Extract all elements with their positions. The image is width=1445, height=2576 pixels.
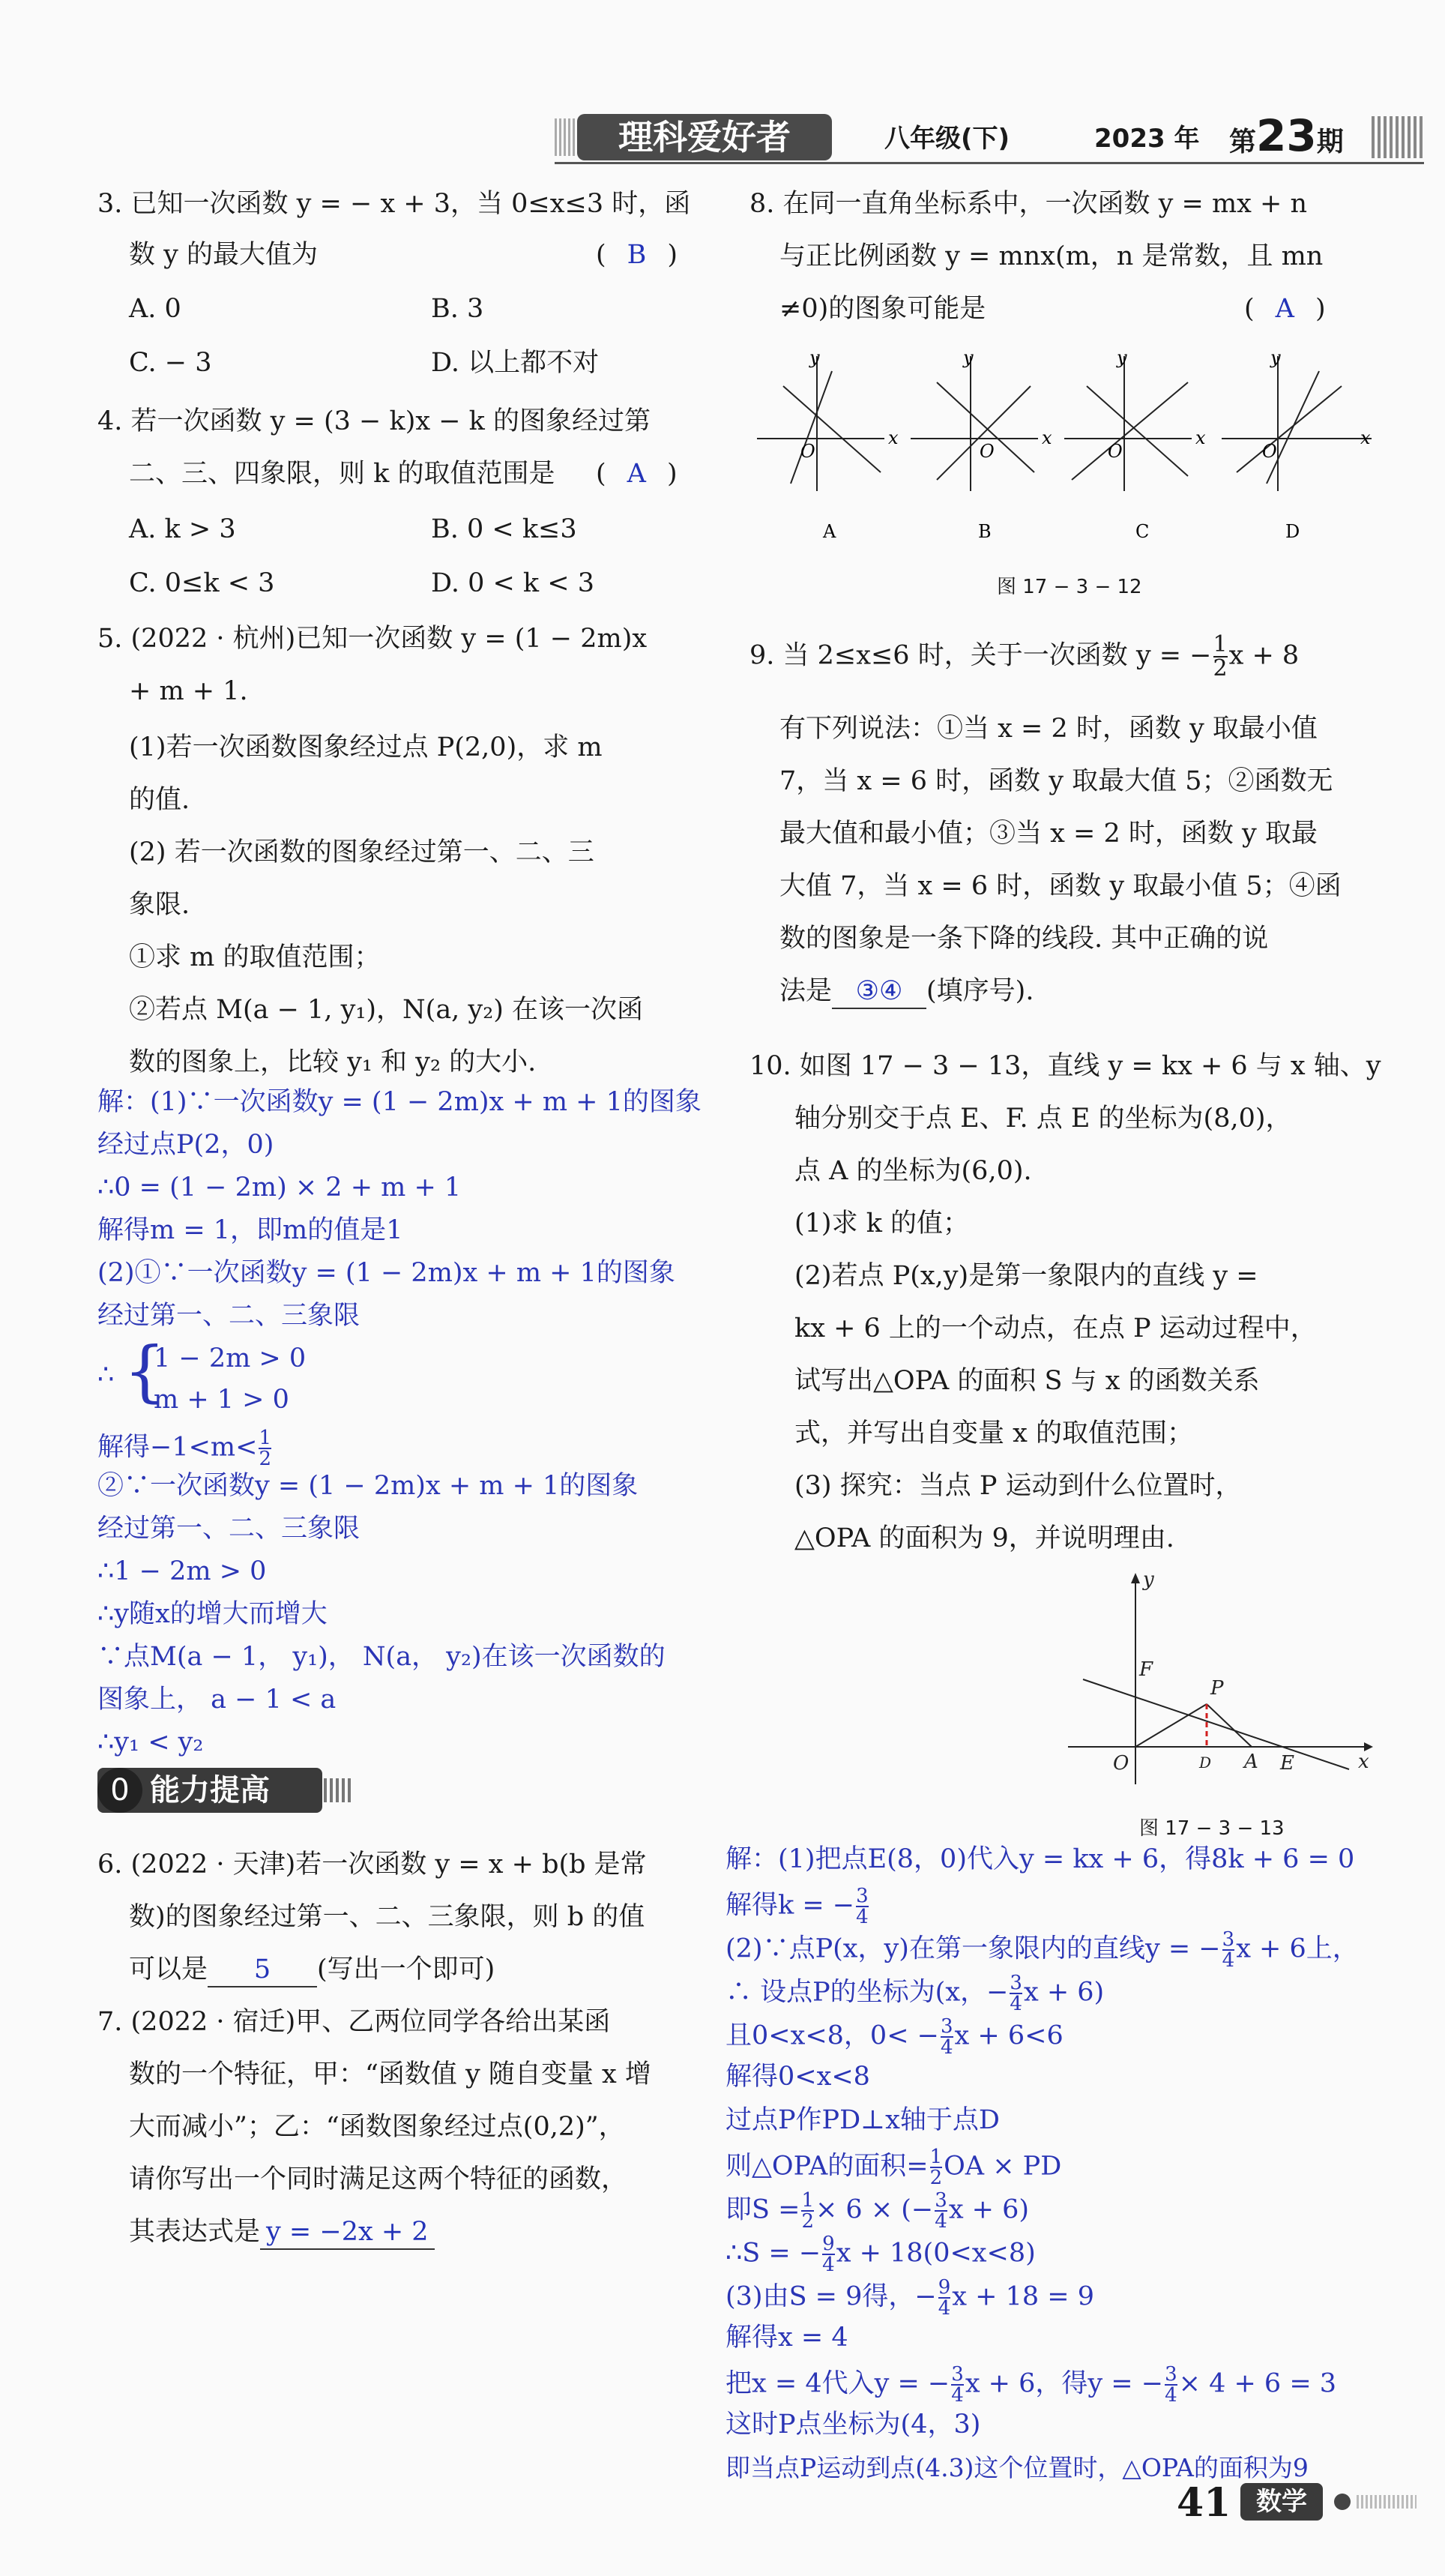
q10-solution-4: ∴ 设点P的坐标为(x，− $\frac{3}{4}$ x + 6) [725, 1972, 1105, 2015]
q5-solution-therefore: ∴ [97, 1360, 115, 1390]
q5-solution-ineq-2: m + 1 > 0 [154, 1385, 289, 1415]
q5-solution-4: 解得m = 1，即m的值是1 [97, 1215, 403, 1245]
q3-line-1: 3. 已知一次函数 y = − x + 3，当 0≤x≤3 时，函 [97, 189, 691, 219]
q3-option-c: C. − 3 [129, 348, 212, 378]
q4-option-d: D. 0 < k < 3 [431, 568, 594, 598]
q10-line-10: △OPA 的面积为 9，并说明理由. [794, 1523, 1174, 1553]
header-grade: 八年级(下) [884, 124, 1010, 154]
q5-solution-12: 经过第一、二、三象限 [97, 1514, 361, 1544]
graph-b [911, 347, 1052, 542]
q10-line-8: 式，并写出自变量 x 的取值范围； [794, 1418, 1193, 1448]
subject-tag: 数学 [1240, 2483, 1323, 2521]
q3-option-a: A. 0 [129, 294, 181, 324]
graph-d-x: x [1360, 427, 1371, 448]
q4-line-2: 二、三、四象限，则 k 的取值范围是 [129, 459, 555, 489]
graph-a [757, 347, 899, 542]
q5-solution-10: 解得−1<m< $\frac{1}{2}$ [97, 1427, 271, 1470]
q4-answer: A [627, 459, 646, 489]
section-tag-tail [324, 1778, 351, 1802]
q6-line-2: 数)的图象经过第一、二、三象限，则 b 的值 [129, 1902, 645, 1932]
q8-graphs [749, 341, 1379, 559]
q8-line-3: ≠0)的图象可能是 [779, 294, 986, 324]
q5-line-2: + m + 1. [129, 676, 248, 706]
q10-solution-14: 这时P点坐标为(4，3) [725, 2410, 981, 2440]
graph-c-y: y [1117, 347, 1127, 368]
q10-solution-1: 解：(1)把点E(8，0)代入y = kx + 6，得8k + 6 = 0 [725, 1844, 1355, 1874]
q5-solution-13: ∴1 − 2m > 0 [97, 1556, 267, 1586]
q9-line-3: 7，当 x = 6 时，函数 y 取最大值 5；②函数无 [779, 766, 1333, 796]
q5-solution-17: ∴y₁ < y₂ [97, 1727, 204, 1757]
q6-line-3: 可以是 5 (写出一个即可) [129, 1953, 495, 1987]
q5-solution-2: 经过点P(2，0) [97, 1130, 274, 1160]
masthead-logo: 理科爱好者 [577, 114, 832, 160]
q5-line-3: (1)若一次函数图象经过点 P(2,0)，求 m [129, 732, 603, 762]
q10-line-9: (3) 探究：当点 P 运动到什么位置时， [794, 1471, 1242, 1501]
q10-solution-9: 即S = $\frac{1}{2}$ × 6 × (− $\frac{3}{4}$ x + 6) [725, 2189, 1030, 2233]
graph-b-o: O [980, 441, 995, 462]
header-year: 2023 年 [1094, 124, 1200, 154]
q10-figure [1064, 1567, 1379, 1799]
q5-line-9: 数的图象上，比较 y₁ 和 y₂ 的大小. [129, 1047, 537, 1077]
q8-line-1: 8. 在同一直角坐标系中，一次函数 y = mx + n [749, 189, 1308, 219]
graph-d-y: y [1270, 347, 1281, 368]
q7-line-3: 大而减小”；乙：“函数图象经过点(0,2)”， [129, 2112, 625, 2142]
q10-solution-8: 则△OPA的面积= $\frac{1}{2}$ OA × PD [725, 2146, 1062, 2189]
graph-a-x: x [888, 427, 899, 448]
graph-c-label: C [1135, 521, 1150, 542]
q9-fraction: $\frac{1}{2}$ [1213, 631, 1228, 681]
q5-solution-3: ∴0 = (1 − 2m) × 2 + m + 1 [97, 1173, 462, 1203]
q4-option-c: C. 0≤k < 3 [129, 568, 275, 598]
q10-solution-3: (2)∵点P(x，y)在第一象限内的直线y = − $\frac{3}{4}$ x + 6上， [725, 1928, 1359, 1972]
q3-option-b: B. 3 [431, 294, 484, 324]
q10-line-6: kx + 6 上的一个动点，在点 P 运动过程中， [794, 1313, 1317, 1343]
q5-solution-5: (2)①∵一次函数y = (1 − 2m)x + m + 1的图象 [97, 1258, 675, 1288]
fig-label-x: x [1358, 1751, 1369, 1773]
q3-answer: B [627, 240, 647, 270]
header-stripes-left [555, 118, 577, 156]
q10-solution-10: ∴S = − $\frac{9}{4}$ x + 18(0<x<8) [725, 2233, 1036, 2276]
q7-line-5: 其表达式是 y = −2x + 2 [129, 2215, 435, 2250]
q4-bracket: ( A ) [596, 459, 678, 489]
q5-line-6: 象限. [129, 890, 190, 920]
header-rule [555, 162, 1424, 164]
q5-line-8: ②若点 M(a − 1, y₁)，N(a, y₂) 在该一次函 [129, 995, 644, 1025]
q9-line-2: 有下列说法：①当 x = 2 时，函数 y 取最小值 [779, 714, 1318, 744]
fig-label-p: P [1210, 1677, 1224, 1700]
q10-line-5: (2)若点 P(x,y)是第一象限内的直线 y = [794, 1261, 1258, 1291]
q4-option-a: A. k > 3 [129, 514, 236, 544]
page-number: 41 [1177, 2480, 1231, 2526]
q8-bracket: ( A ) [1244, 294, 1326, 324]
q10-solution-15: 即当点P运动到点(4.3)这个位置时，△OPA的面积为9 [725, 2453, 1309, 2482]
graph-a-label: A [823, 521, 836, 542]
q10-solution-12: 解得x = 4 [725, 2323, 848, 2353]
q7-line-1: 7. (2022 · 宿迁)甲、乙两位同学各给出某函 [97, 2007, 611, 2037]
q6-answer: 5 [208, 1953, 317, 1987]
q5-solution-11: ②∵一次函数y = (1 − 2m)x + m + 1的图象 [97, 1471, 639, 1501]
q10-solution-5: 且0<x<8，0< − $\frac{3}{4}$ x + 6<6 [725, 2015, 1064, 2059]
graph-a-y: y [809, 347, 820, 368]
q3-line-2: 数 y 的最大值为 [129, 240, 319, 270]
q8-answer: A [1275, 294, 1294, 324]
q10-solution-7: 过点P作PD⊥x轴于点D [725, 2105, 1000, 2135]
graph-b-label: B [978, 521, 992, 542]
q10-line-7: 试写出△OPA 的面积 S 与 x 的函数关系 [794, 1366, 1260, 1396]
graph-c-o: O [1108, 441, 1123, 462]
q5-solution-15: ∵点M(a − 1， y₁)， N(a， y₂)在该一次函数的 [97, 1642, 666, 1672]
graph-d-label: D [1285, 521, 1300, 542]
graph-a-o: O [800, 441, 815, 462]
q10-line-2: 轴分别交于点 E、F. 点 E 的坐标为(8,0)， [794, 1104, 1292, 1134]
q7-line-2: 数的一个特征，甲：“函数值 y 随自变量 x 增 [129, 2059, 651, 2089]
section-tag: 能力提高 [97, 1768, 322, 1813]
q5-line-1: 5. (2022 · 杭州)已知一次函数 y = (1 − 2m)x [97, 624, 648, 654]
footer-stripes [1357, 2495, 1417, 2509]
footer-dot [1334, 2494, 1351, 2510]
system-brace: { [124, 1332, 166, 1409]
q10-solution-2: 解得k = − $\frac{3}{4}$ [725, 1885, 869, 1928]
q10-line-3: 点 A 的坐标为(6,0). [794, 1156, 1032, 1186]
graph-d [1222, 347, 1372, 542]
q9-line-5: 大值 7，当 x = 6 时，函数 y 取最小值 5；④函 [779, 871, 1342, 901]
q7-line-4: 请你写出一个同时满足这两个特征的函数， [129, 2164, 628, 2194]
q4-line-1: 4. 若一次函数 y = (3 − k)x − k 的图象经过第 [97, 406, 651, 436]
section-tag-circle: 0 [97, 1768, 142, 1813]
q10-solution-13: 把x = 4代入y = − $\frac{3}{4}$ x + 6，得y = − $\frac{3}{4}$ × 4 + 6 = 3 [725, 2363, 1337, 2407]
q5-solution-16: 图象上， a − 1 < a [97, 1685, 337, 1715]
fig-label-y: y [1143, 1568, 1154, 1591]
q4-option-b: B. 0 < k≤3 [431, 514, 577, 544]
fig-label-d: D [1199, 1754, 1212, 1772]
q7-answer: y = −2x + 2 [260, 2215, 435, 2250]
q5-fraction-half: $\frac{1}{2}$ [259, 1427, 271, 1470]
graph-c [1064, 347, 1206, 542]
q9-line-7: 法是 ③④ (填序号). [779, 975, 1034, 1009]
q5-solution-6: 经过第一、二、三象限 [97, 1301, 361, 1331]
q10-line-4: (1)求 k 的值； [794, 1209, 970, 1239]
graph-b-y: y [963, 347, 974, 368]
q5-line-5: (2) 若一次函数的图象经过第一、二、三 [129, 837, 594, 867]
fig-label-a: A [1244, 1751, 1258, 1773]
fig-label-o: O [1113, 1752, 1129, 1775]
q8-line-2: 与正比例函数 y = mnx(m，n 是常数，且 mn [779, 241, 1324, 271]
q5-line-7: ①求 m 的取值范围； [129, 942, 381, 972]
q5-solution-1: 解：(1)∵一次函数y = (1 − 2m)x + m + 1的图象 [97, 1087, 702, 1117]
q3-option-d: D. 以上都不对 [431, 348, 600, 378]
q9-answer: ③④ [832, 975, 926, 1009]
q9-line-6: 数的图象是一条下降的线段. 其中正确的说 [779, 924, 1269, 954]
fig-label-f: F [1139, 1658, 1153, 1681]
q10-line-1: 10. 如图 17 − 3 − 13，直线 y = kx + 6 与 x 轴、y [749, 1051, 1381, 1081]
q10-solution-6: 解得0<x<8 [725, 2062, 870, 2092]
q10-solution-11: (3)由S = 9得，− $\frac{9}{4}$ x + 18 = 9 [725, 2276, 1094, 2320]
header-stripes-right [1372, 116, 1424, 158]
fig-label-e: E [1280, 1752, 1294, 1775]
graph-c-x: x [1195, 427, 1206, 448]
fig-caption-12: 图 17 − 3 − 12 [997, 576, 1142, 598]
issue-number: 第23期 [1229, 110, 1344, 161]
q5-solution-ineq-1: 1 − 2m > 0 [154, 1343, 307, 1373]
q5-line-4: 的值. [129, 785, 190, 815]
q3-bracket: ( B ) [596, 240, 678, 270]
fig-caption-13: 图 17 − 3 − 13 [1139, 1817, 1285, 1840]
q6-line-1: 6. (2022 · 天津)若一次函数 y = x + b(b 是常 [97, 1850, 647, 1880]
q9-line-1: 9. 当 2≤x≤6 时，关于一次函数 y = − $\frac{1}{2}$ x + 8 [749, 631, 1300, 681]
q9-line-4: 最大值和最小值；③当 x = 2 时，函数 y 取最 [779, 819, 1318, 849]
q5-solution-14: ∴y随x的增大而增大 [97, 1599, 328, 1629]
graph-b-x: x [1042, 427, 1052, 448]
graph-d-o: O [1262, 441, 1277, 462]
